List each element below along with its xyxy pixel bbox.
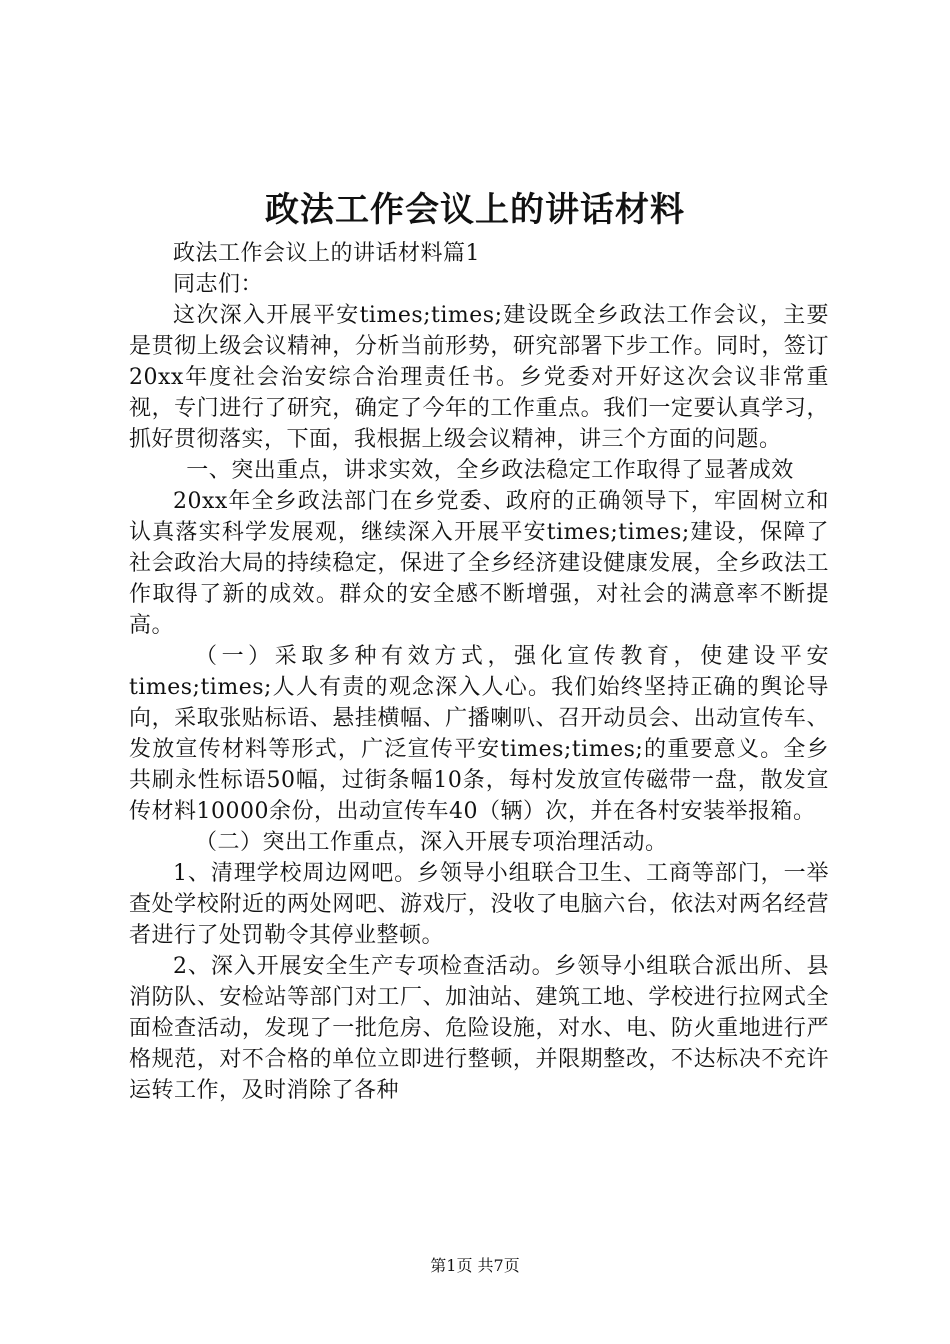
salutation: 同志们： (173, 272, 264, 297)
document-title: 政法工作会议上的讲话材料 (265, 190, 685, 230)
section-heading: 政法工作会议上的讲话材料篇1 (173, 241, 480, 266)
paragraph-intro: 这次深入开展平安times;times;建设既全乡政法工作会议，主要是贯彻上级会议精神，分析当前形势，研究部署下步工作。同时，签订20xx年度社会治安综合治理责任书。乡党委对开好这次会议非常重视，专门进行了研究，确定了今年的工作重点。我们一定要认真学习，抓好贯彻落实，下面，我根据上级会议精神，讲三个方面的问题。 (129, 303, 829, 452)
paragraph-subheading-2: （二）突出工作重点，深入开展专项治理活动。 (195, 830, 668, 855)
paragraph-achievements: 20xx年全乡政法部门在乡党委、政府的正确领导下，牢固树立和认真落实科学发展观，继续深入开展平安times;times;建设，保障了社会政治大局的持续稳定，保进了全乡经济建设健康发展，全乡政法工作取得了新的成效。群众的安全感不断增强，对社会的满意率不断提高。 (129, 489, 829, 638)
document-body (129, 238, 829, 1106)
paragraph-publicity: （一）采取多种有效方式，强化宣传教育，使建设平安times;times;人人有责的观念深入人心。我们始终坚持正确的舆论导向，采取张贴标语、悬挂横幅、广播喇叭、召开动员会、出动宣传车、发放宣传材料等形式，广泛宣传平安times;times;的重要意义。全乡共刷永性标语50幅，过街条幅10条，每村发放宣传磁带一盘，散发宣传材料10000余份，出动宣传车40（辆）次，并在各村安装举报箱。 (129, 644, 829, 824)
paragraph-internet-cafes: 1、清理学校周边网吧。乡领导小组联合卫生、工商等部门，一举查处学校附近的两处网吧、游戏厅，没收了电脑六台，依法对两名经营者进行了处罚勒令其停业整顿。 (129, 861, 829, 948)
page-footer: 第1页 共7页 (430, 1256, 520, 1275)
paragraph-safety-inspection: 2、深入开展安全生产专项检查活动。乡领导小组联合派出所、县消防队、安检站等部门对工厂、加油站、建筑工地、学校进行拉网式全面检查活动，发现了一批危房、危险设施，对水、电、防火重地进行严格规范，对不合格的单位立即进行整顿，并限期整改，不达标决不充许运转工作，及时消除了各种 (129, 954, 829, 1103)
paragraph-heading-1: 一、突出重点，讲求实效，全乡政法稳定工作取得了显著成效 (186, 458, 794, 483)
